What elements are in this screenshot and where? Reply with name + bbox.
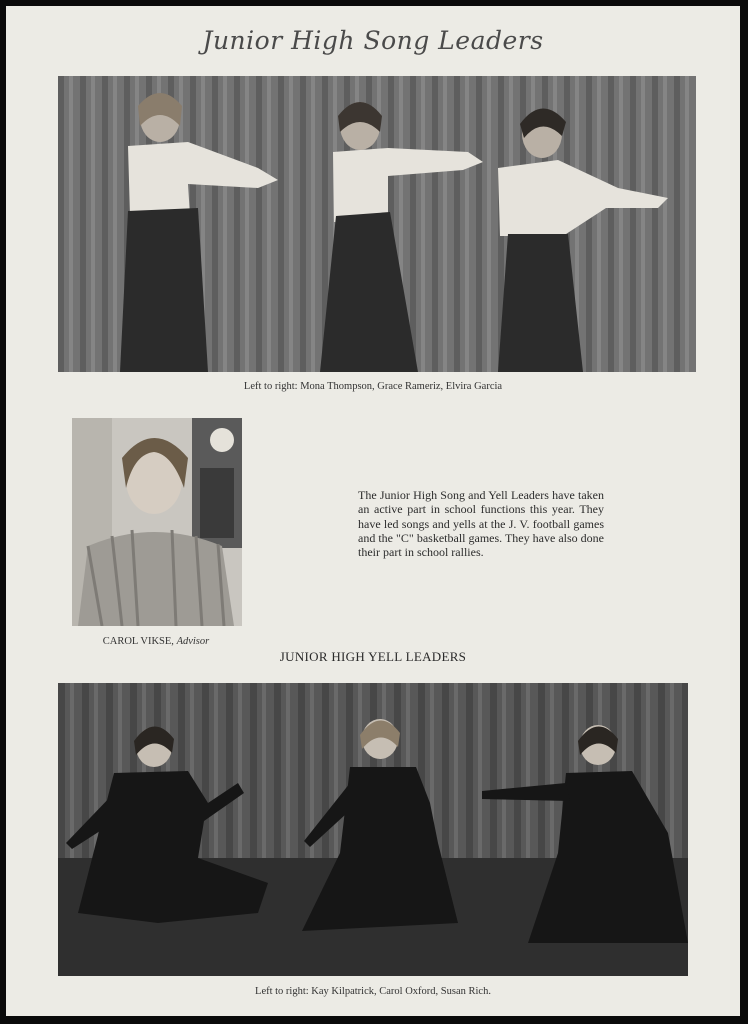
description-paragraph: The Junior High Song and Yell Leaders have taken an active part in school functions this year. They have led songs and yells at the J. V. football games and the "C" basketball games. They have also done their part in school rallies.: [358, 488, 604, 560]
advisor-portrait: [72, 418, 242, 626]
yearbook-page: [6, 6, 740, 1016]
advisor-name: CAROL VIKSE,: [102, 636, 174, 647]
song-leaders-caption: Left to right: Mona Thompson, Grace Rameriz, Elvira Garcia: [243, 381, 503, 392]
yell-leaders-heading: JUNIOR HIGH YELL LEADERS: [279, 649, 467, 664]
yell-leaders-photo: [58, 683, 688, 976]
yell-leaders-caption: Left to right: Kay Kilpatrick, Carol Oxford, Susan Rich.: [255, 986, 491, 997]
song-leaders-photo: [58, 76, 696, 372]
advisor-role: Advisor: [176, 636, 210, 647]
advisor-caption: [66, 636, 246, 647]
page-title: Junior High Song Leaders: [202, 26, 544, 55]
